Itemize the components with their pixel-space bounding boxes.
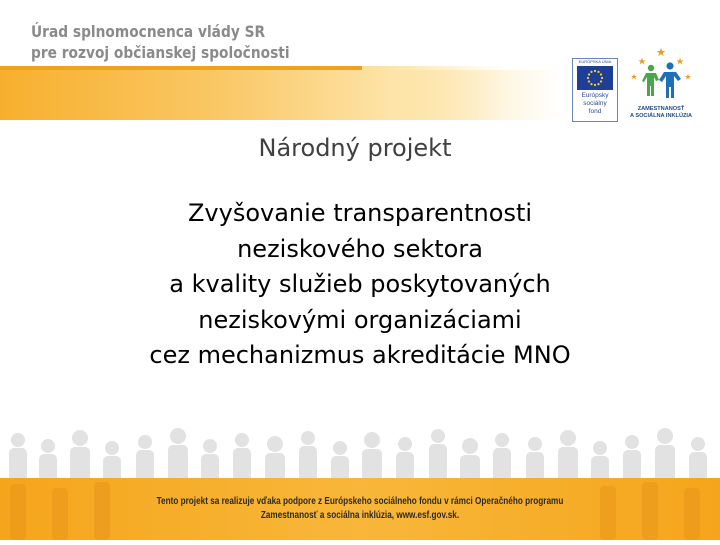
esf-logo-line: sociálny [583, 100, 607, 107]
eu-stars-icon [577, 66, 613, 90]
slide-title-line: a kvality služieb poskytovaných [169, 270, 551, 298]
organization-name-line1: Úrad splnomocnenca vlády SR [31, 22, 266, 41]
esf-logo-eu-label: EURÓPSKA ÚNIA [578, 59, 612, 64]
slide-title-line: cez mechanizmus akreditácie MNO [149, 341, 571, 369]
eu-flag-icon [577, 66, 613, 90]
footer-line1: Tento projekt sa realizuje vďaka podpore z Európskeho sociálneho fondu v rámci Operačného programu [156, 495, 564, 507]
organization-name [31, 21, 290, 63]
zsi-logo [624, 46, 698, 122]
slide-title-line: neziskovými organizáciami [198, 305, 522, 334]
esf-logo-line: fond [588, 108, 602, 115]
zsi-logo-text [624, 106, 698, 120]
header-gold-gradient [0, 70, 560, 120]
footer-text [0, 494, 720, 522]
slide-title [0, 196, 720, 374]
footer-line2: Zamestnanosť a sociálna inklúzia, www.esf.gov.sk. [260, 509, 460, 521]
esf-logo-line: Európsky [581, 92, 609, 99]
slide-subtitle: Národný projekt [258, 134, 452, 162]
people-stars-icon [624, 46, 698, 104]
esf-logo [572, 58, 618, 122]
header-gold-line [0, 66, 362, 70]
esf-logo-text [573, 92, 617, 116]
slide-title-line: neziskového sektora [237, 234, 483, 263]
zsi-logo-line1: ZAMESTNANOSŤ [637, 106, 685, 112]
organization-name-line2: pre rozvoj občianskej spoločnosti [31, 43, 290, 62]
slide-title-line: Zvyšovanie transparentnosti [187, 199, 533, 227]
zsi-logo-line2: A SOCIÁLNA INKLÚZIA [629, 113, 693, 119]
